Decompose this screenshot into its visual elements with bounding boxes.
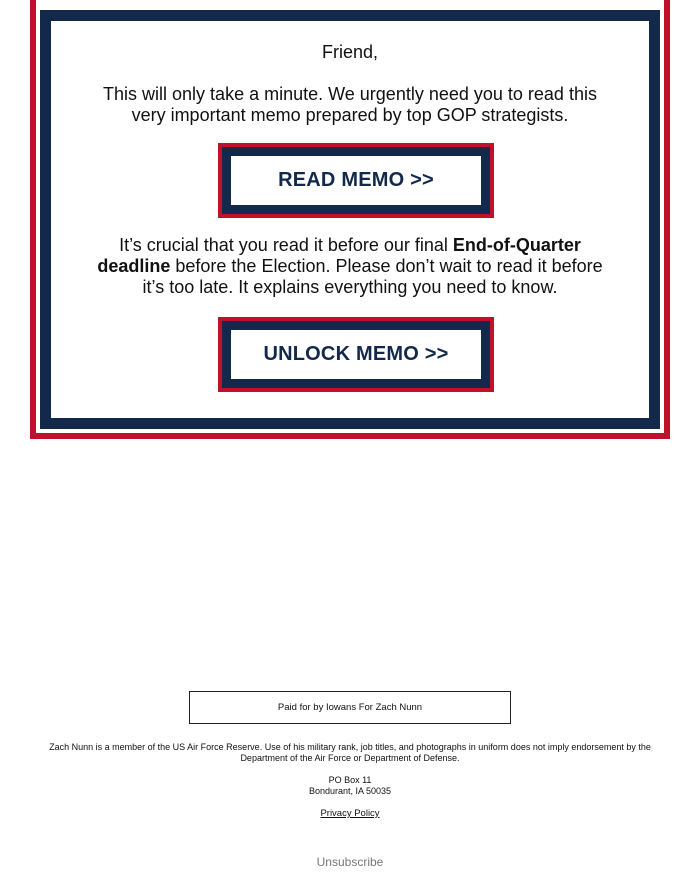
read-memo-button[interactable] bbox=[218, 143, 494, 218]
deadline-text-bold: End-of-Quarter deadline bbox=[97, 235, 581, 276]
email-frame-red bbox=[30, 0, 670, 439]
privacy-policy bbox=[0, 808, 700, 819]
read-memo-button-border bbox=[222, 147, 490, 214]
greeting: Friend, bbox=[321, 42, 379, 62]
deadline-paragraph bbox=[51, 235, 649, 298]
address-line-2: Bondurant, IA 50035 bbox=[308, 786, 392, 796]
intro-paragraph: This will only take a minute. We urgently need you to read this very important memo prepared by top GOP strategists. bbox=[103, 84, 597, 125]
military-disclaimer: Zach Nunn is a member of the US Air Force Reserve. Use of his military rank, job titles, and photographs in uniform does not imply endorsement by the Department of the Air Force or Department of Defense. bbox=[49, 742, 651, 763]
unsubscribe-link[interactable]: Unsubscribe bbox=[316, 855, 384, 869]
privacy-policy-link[interactable]: Privacy Policy bbox=[320, 808, 380, 819]
deadline-text-after: before the Election. Please don’t wait to read it before it’s too late. It explains everything you need to know. bbox=[142, 256, 603, 297]
email-frame-navy bbox=[40, 10, 660, 429]
unlock-memo-button-label: UNLOCK MEMO >> bbox=[231, 330, 481, 379]
unlock-memo-button-border bbox=[222, 321, 490, 388]
deadline-text-before: It’s crucial that you read it before our final bbox=[119, 235, 453, 255]
paid-for-notice: Paid for by Iowans For Zach Nunn bbox=[189, 691, 511, 724]
address-line-1: PO Box 11 bbox=[328, 775, 372, 785]
unlock-memo-button[interactable] bbox=[218, 317, 494, 392]
email-content bbox=[51, 21, 649, 418]
mailing-address bbox=[0, 775, 700, 797]
read-memo-button-label: READ MEMO >> bbox=[231, 156, 481, 205]
email-frame-white-gap bbox=[36, 0, 664, 433]
